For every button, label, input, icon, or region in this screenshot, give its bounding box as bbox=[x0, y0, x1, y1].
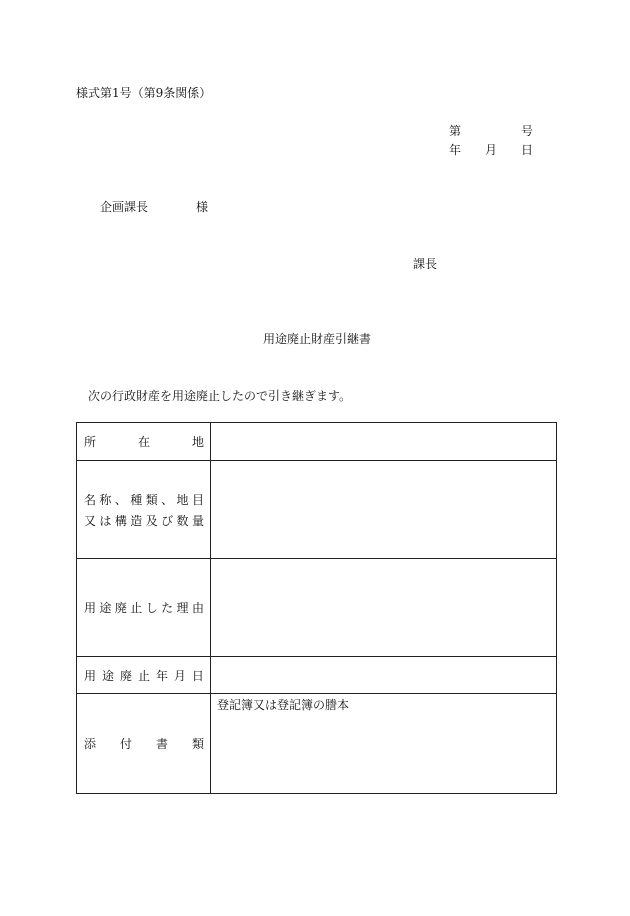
label-reason bbox=[77, 559, 211, 657]
label-char: た bbox=[161, 601, 174, 615]
property-table bbox=[76, 422, 557, 794]
label-char: 途 bbox=[101, 668, 114, 683]
label-char: 止 bbox=[137, 668, 150, 683]
addressee-title: 企画課長 bbox=[100, 200, 149, 214]
value-name-type-structure[interactable] bbox=[211, 461, 557, 559]
label-char: 造 bbox=[130, 513, 143, 528]
intro-text: 次の行政財産を用途廃止したので引き継ぎます。 bbox=[88, 389, 352, 403]
date-day: 日 bbox=[520, 143, 533, 157]
label-char: 用 bbox=[84, 668, 97, 683]
document-number-prefix: 第 bbox=[449, 124, 462, 138]
label-location bbox=[77, 423, 211, 461]
table-row bbox=[77, 559, 557, 657]
label-char: 数 bbox=[176, 513, 189, 528]
label-char: 名 bbox=[84, 492, 97, 507]
value-location[interactable] bbox=[211, 423, 557, 461]
label-char: 構 bbox=[114, 513, 127, 528]
label-char: 、 bbox=[161, 492, 174, 507]
label-char: 止 bbox=[130, 601, 143, 615]
label-char: 由 bbox=[191, 601, 204, 615]
document-number bbox=[449, 122, 533, 139]
label-name-type-structure bbox=[77, 461, 211, 559]
date-month: 月 bbox=[484, 143, 497, 157]
addressee-honorific: 様 bbox=[196, 200, 209, 214]
label-char: 類 bbox=[191, 737, 204, 751]
label-char: し bbox=[145, 601, 158, 615]
date-year: 年 bbox=[449, 143, 462, 157]
label-char: 途 bbox=[99, 601, 112, 615]
label-line bbox=[84, 512, 204, 529]
label-char: 年 bbox=[155, 668, 168, 683]
value-attachments[interactable]: 登記簿又は登記簿の謄本 bbox=[211, 694, 557, 794]
label-char: は bbox=[99, 513, 112, 528]
document-date bbox=[449, 141, 533, 158]
label-char: 在 bbox=[137, 435, 150, 449]
label-char: 日 bbox=[191, 668, 204, 683]
label-char: 理 bbox=[176, 601, 189, 615]
sender-title: 課長 bbox=[413, 257, 438, 271]
label-char: 書 bbox=[155, 737, 168, 751]
document-number-suffix: 号 bbox=[520, 124, 533, 138]
table-row bbox=[77, 461, 557, 559]
table-row bbox=[77, 657, 557, 694]
label-char: 所 bbox=[84, 435, 97, 449]
label-char: 又 bbox=[84, 513, 97, 528]
document-title: 用途廃止財産引継書 bbox=[263, 332, 372, 346]
label-char: 添 bbox=[84, 737, 97, 751]
value-reason[interactable] bbox=[211, 559, 557, 657]
label-char: 種 bbox=[130, 492, 143, 507]
table-row bbox=[77, 423, 557, 461]
label-attachments bbox=[77, 694, 211, 794]
label-char: 量 bbox=[191, 513, 204, 528]
table-row bbox=[77, 694, 557, 794]
label-char: 、 bbox=[114, 492, 127, 507]
label-char: 廃 bbox=[119, 668, 132, 683]
label-char: 地 bbox=[191, 435, 204, 449]
label-char: 目 bbox=[191, 492, 204, 507]
label-char: 廃 bbox=[114, 601, 127, 615]
label-char: 付 bbox=[119, 737, 132, 751]
form-number: 様式第1号（第9条関係） bbox=[76, 86, 212, 100]
label-abolition-date bbox=[77, 657, 211, 694]
label-char: 類 bbox=[145, 492, 158, 507]
value-abolition-date[interactable] bbox=[211, 657, 557, 694]
label-char: び bbox=[161, 513, 174, 528]
label-line bbox=[84, 491, 204, 508]
label-char: 称 bbox=[99, 492, 112, 507]
label-char: 用 bbox=[84, 601, 97, 615]
label-char: 地 bbox=[176, 492, 189, 507]
label-char: 月 bbox=[173, 668, 186, 683]
label-char: 及 bbox=[145, 513, 158, 528]
